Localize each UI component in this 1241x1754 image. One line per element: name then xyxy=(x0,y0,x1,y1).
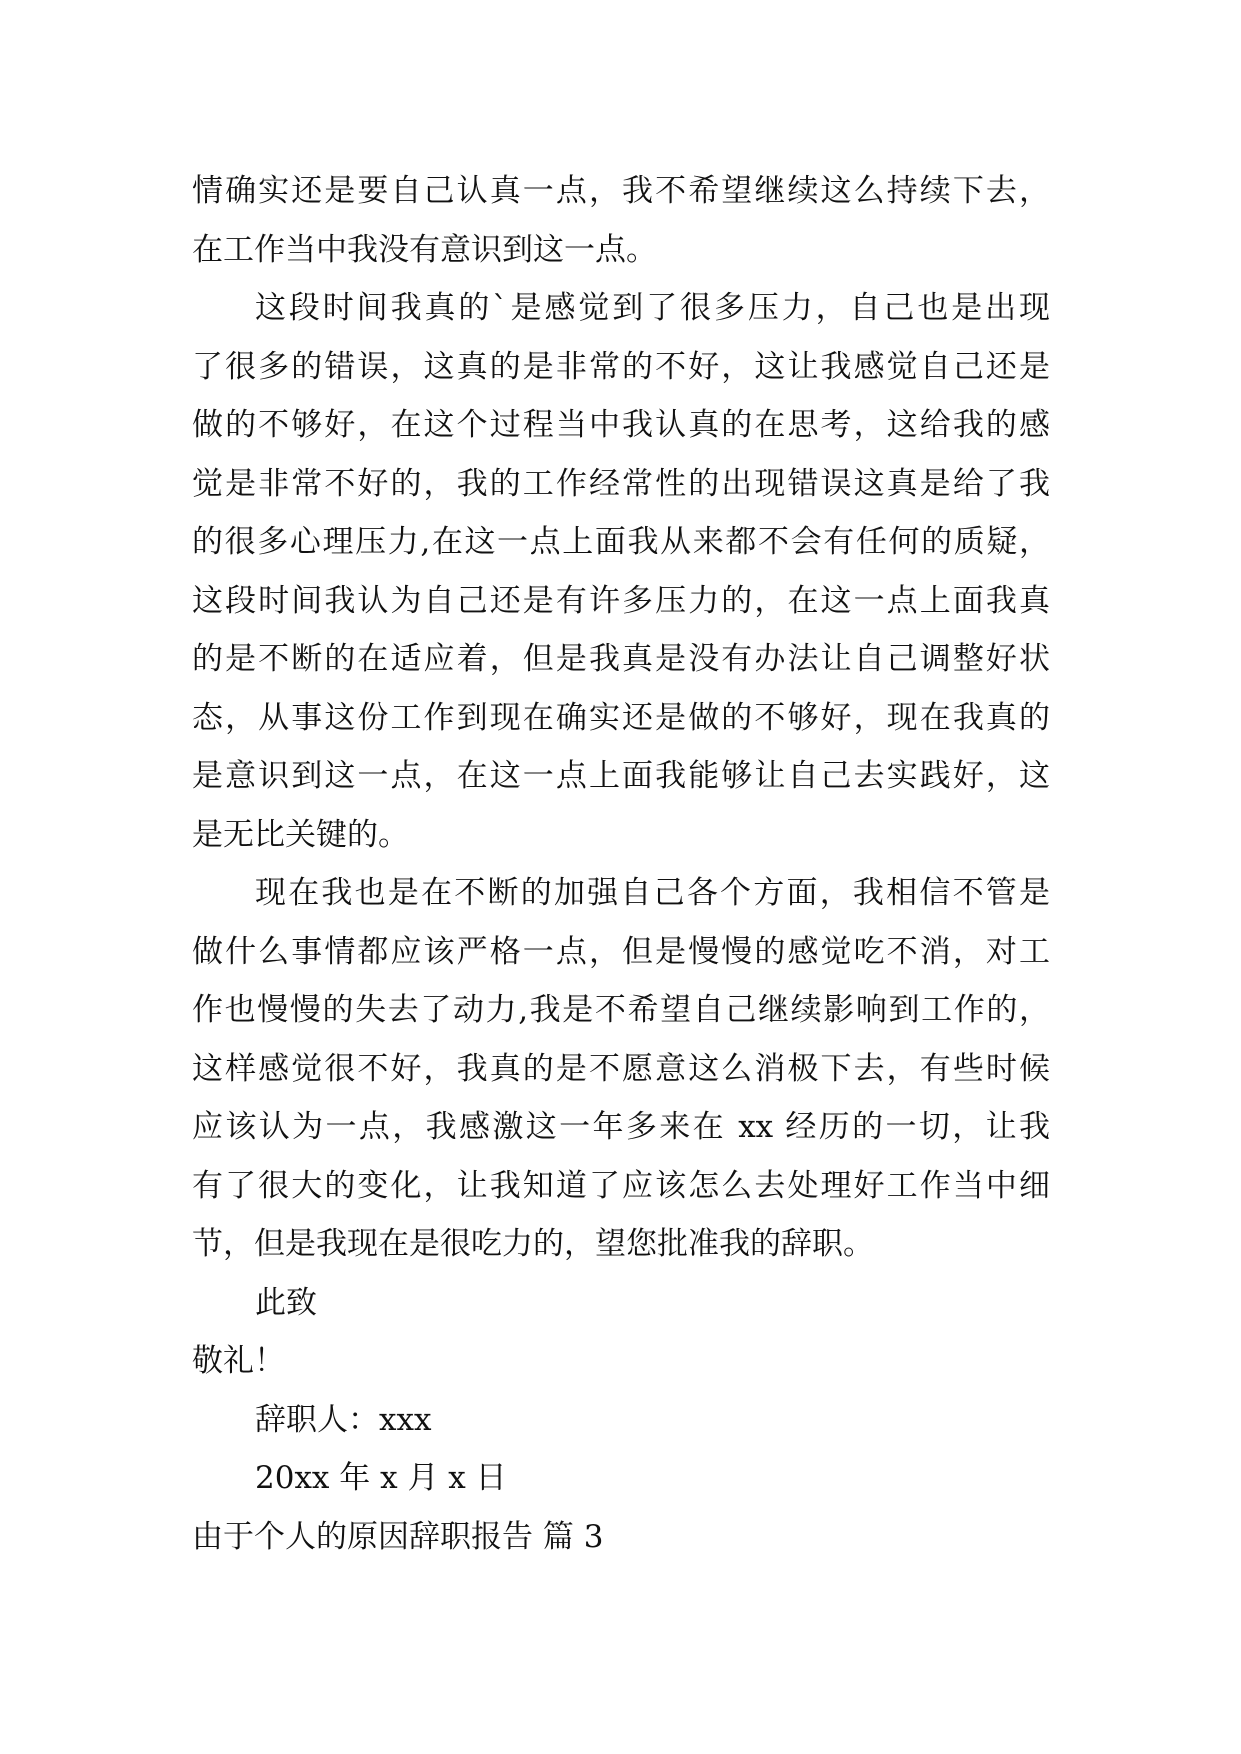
document-body xyxy=(192,162,1050,1566)
text-line: 这样感觉很不好，我真的是不愿意这么消极下去，有些时候 xyxy=(192,1050,1050,1087)
text-line: 应该认为一点，我感激这一年多来在 xx 经历的一切，让我 xyxy=(192,1109,1050,1145)
closing-regards: 敬礼！ xyxy=(192,1343,285,1379)
date-line: 20xx 年 x 月 x 日 xyxy=(255,1460,507,1496)
text-line: 作也慢慢的失去了动力,我是不希望自己继续影响到工作的， xyxy=(192,992,1050,1028)
text-line: 这段时间我真的`是感觉到了很多压力，自己也是出现 xyxy=(255,290,1050,326)
text-line: 做的不够好，在这个过程当中我认真的在思考，这给我的感 xyxy=(192,407,1050,443)
text-line: 态，从事这份工作到现在确实还是做的不够好，现在我真的 xyxy=(192,699,1050,736)
text-line: 节，但是我现在是很吃力的，望您批准我的辞职。 xyxy=(192,1226,874,1262)
text-line: 在工作当中我没有意识到这一点。 xyxy=(192,231,657,268)
signature-line: 辞职人：xxx xyxy=(255,1401,432,1438)
section-heading: 由于个人的原因辞职报告 篇 3 xyxy=(192,1518,604,1555)
text-line: 情确实还是要自己认真一点，我不希望继续这么持续下去， xyxy=(192,173,1050,209)
text-line: 有了很大的变化，让我知道了应该怎么去处理好工作当中细 xyxy=(192,1167,1050,1204)
closing-salutation: 此致 xyxy=(255,1284,317,1321)
text-line: 觉是非常不好的，我的工作经常性的出现错误这真是给了我 xyxy=(192,465,1050,502)
text-line: 是无比关键的。 xyxy=(192,816,409,853)
text-line: 这段时间我认为自己还是有许多压力的，在这一点上面我真 xyxy=(192,582,1050,619)
text-line: 做什么事情都应该严格一点，但是慢慢的感觉吃不消，对工 xyxy=(192,933,1050,970)
text-line: 是意识到这一点，在这一点上面我能够让自己去实践好，这 xyxy=(192,758,1050,794)
text-line: 的很多心理压力,在这一点上面我从来都不会有任何的质疑， xyxy=(192,524,1050,560)
text-line: 的是不断的在适应着，但是我真是没有办法让自己调整好状 xyxy=(192,641,1050,677)
text-line: 了很多的错误，这真的是非常的不好，这让我感觉自己还是 xyxy=(192,348,1050,385)
text-line: 现在我也是在不断的加强自己各个方面，我相信不管是 xyxy=(255,875,1050,911)
